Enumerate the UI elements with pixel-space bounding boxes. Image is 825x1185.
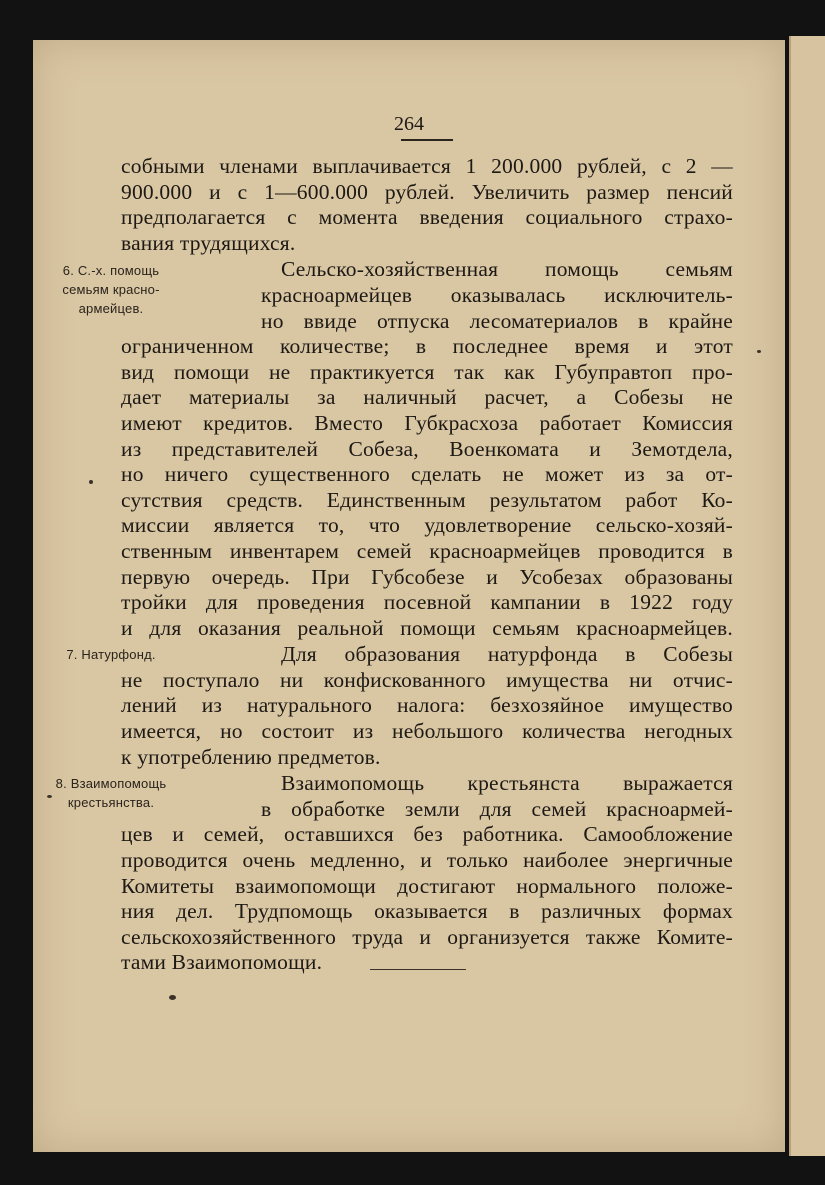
page-number: 264 (394, 113, 424, 135)
text-line: сутствия средств. Единственным результатом работ Ко- (121, 487, 733, 512)
text-line: тройки для проведения посевной кампании в 1922 году (121, 590, 733, 615)
text-line: красноармейцев оказывалась исключитель- (261, 282, 733, 307)
margin-note-7 (41, 645, 181, 664)
text-line: дает материалы за наличный расчет, а Собезы не (121, 385, 733, 410)
text-line: из представителей Собеза, Военкомата и Земотдела, (121, 436, 733, 461)
margin-note-line: крестьянства. (67, 795, 155, 811)
text-line: первую очередь. При Губсобезе и Усобезах образованы (121, 564, 733, 589)
text-line: и для оказания реальной помощи семьям красноармейцев. (121, 615, 733, 640)
intro-paragraph (121, 154, 733, 256)
section-7 (66, 642, 733, 770)
text-line: собными членами выплачивается 1 200.000 рублей, с 2 — (121, 154, 733, 178)
text-line: к употреблению предметов. (121, 744, 381, 769)
margin-note-line: 6. С.-х. помощь (62, 263, 160, 279)
text-line: Взаимопомощь крестьянста выражается (281, 771, 733, 796)
text-line: Для образования натурфонда в Собезы (281, 642, 733, 667)
paper-speck (47, 795, 52, 798)
margin-note-line: 7. Натурфонд. (66, 647, 156, 663)
paper-speck (169, 995, 176, 1000)
text-line: сельскохозяйственного труда и организуется также Комите- (121, 924, 733, 949)
text-line: не поступало ни конфискованного имущества ни отчис- (121, 667, 733, 692)
page-text (55, 154, 733, 976)
text-line: 900.000 и с 1—600.000 рублей. Увеличить размер пенсий (121, 179, 733, 204)
paper-speck (89, 480, 93, 484)
text-line: ограниченном количестве; в последнее время и этот (121, 334, 733, 359)
text-line: предполагается с момента введения социального страхо- (121, 205, 733, 230)
margin-note-line: армейцев. (78, 301, 144, 317)
text-line: миссии является то, что удовлетворение сельско-хозяй- (121, 513, 733, 538)
margin-note-line: семьям красно- (62, 282, 160, 298)
closing-rule (370, 969, 466, 970)
text-line: лений из натурального налога: безхозяйное имущество (121, 693, 733, 718)
section-8 (55, 771, 733, 976)
text-line: цев и семей, оставшихся без работника. Самообложение (121, 822, 733, 847)
text-line: но ввиде отпуска лесоматериалов в крайне (261, 308, 733, 333)
text-line: ния дел. Трудпомощь оказывается в различных формах (121, 899, 733, 924)
text-line: ственным инвентарем семей красноармейцев проводится в (121, 538, 733, 563)
margin-note-line: 8. Взаимопомощь (55, 776, 167, 792)
text-line: имеется, но состоит из небольшого количества негодных (121, 719, 733, 744)
text-line: проводится очень медленно, и только наиболее энергичные (121, 848, 733, 873)
book-page (33, 40, 785, 1152)
text-line: в обработке земли для семей красноармей- (261, 796, 733, 821)
margin-note-8 (41, 774, 181, 812)
text-line: Сельско-хозяйственная помощь семьям (281, 257, 733, 282)
adjacent-page-edge (789, 36, 825, 1156)
text-line: вания трудящихся. (121, 230, 296, 255)
text-line: но ничего существенного сделать не может из за от- (121, 462, 733, 487)
margin-note-6 (41, 261, 181, 318)
text-line: тами Взаимопомощи. (121, 950, 323, 975)
text-line: имеют кредитов. Вместо Губкрасхоза работает Комиссия (121, 410, 733, 435)
paper-speck (757, 350, 761, 353)
page-number-rule (401, 139, 453, 141)
section-6 (62, 257, 733, 641)
text-line: Комитеты взаимопомощи достигают нормального положе- (121, 873, 733, 898)
text-line: вид помощи не практикуется так как Губуправтоп про- (121, 359, 733, 384)
